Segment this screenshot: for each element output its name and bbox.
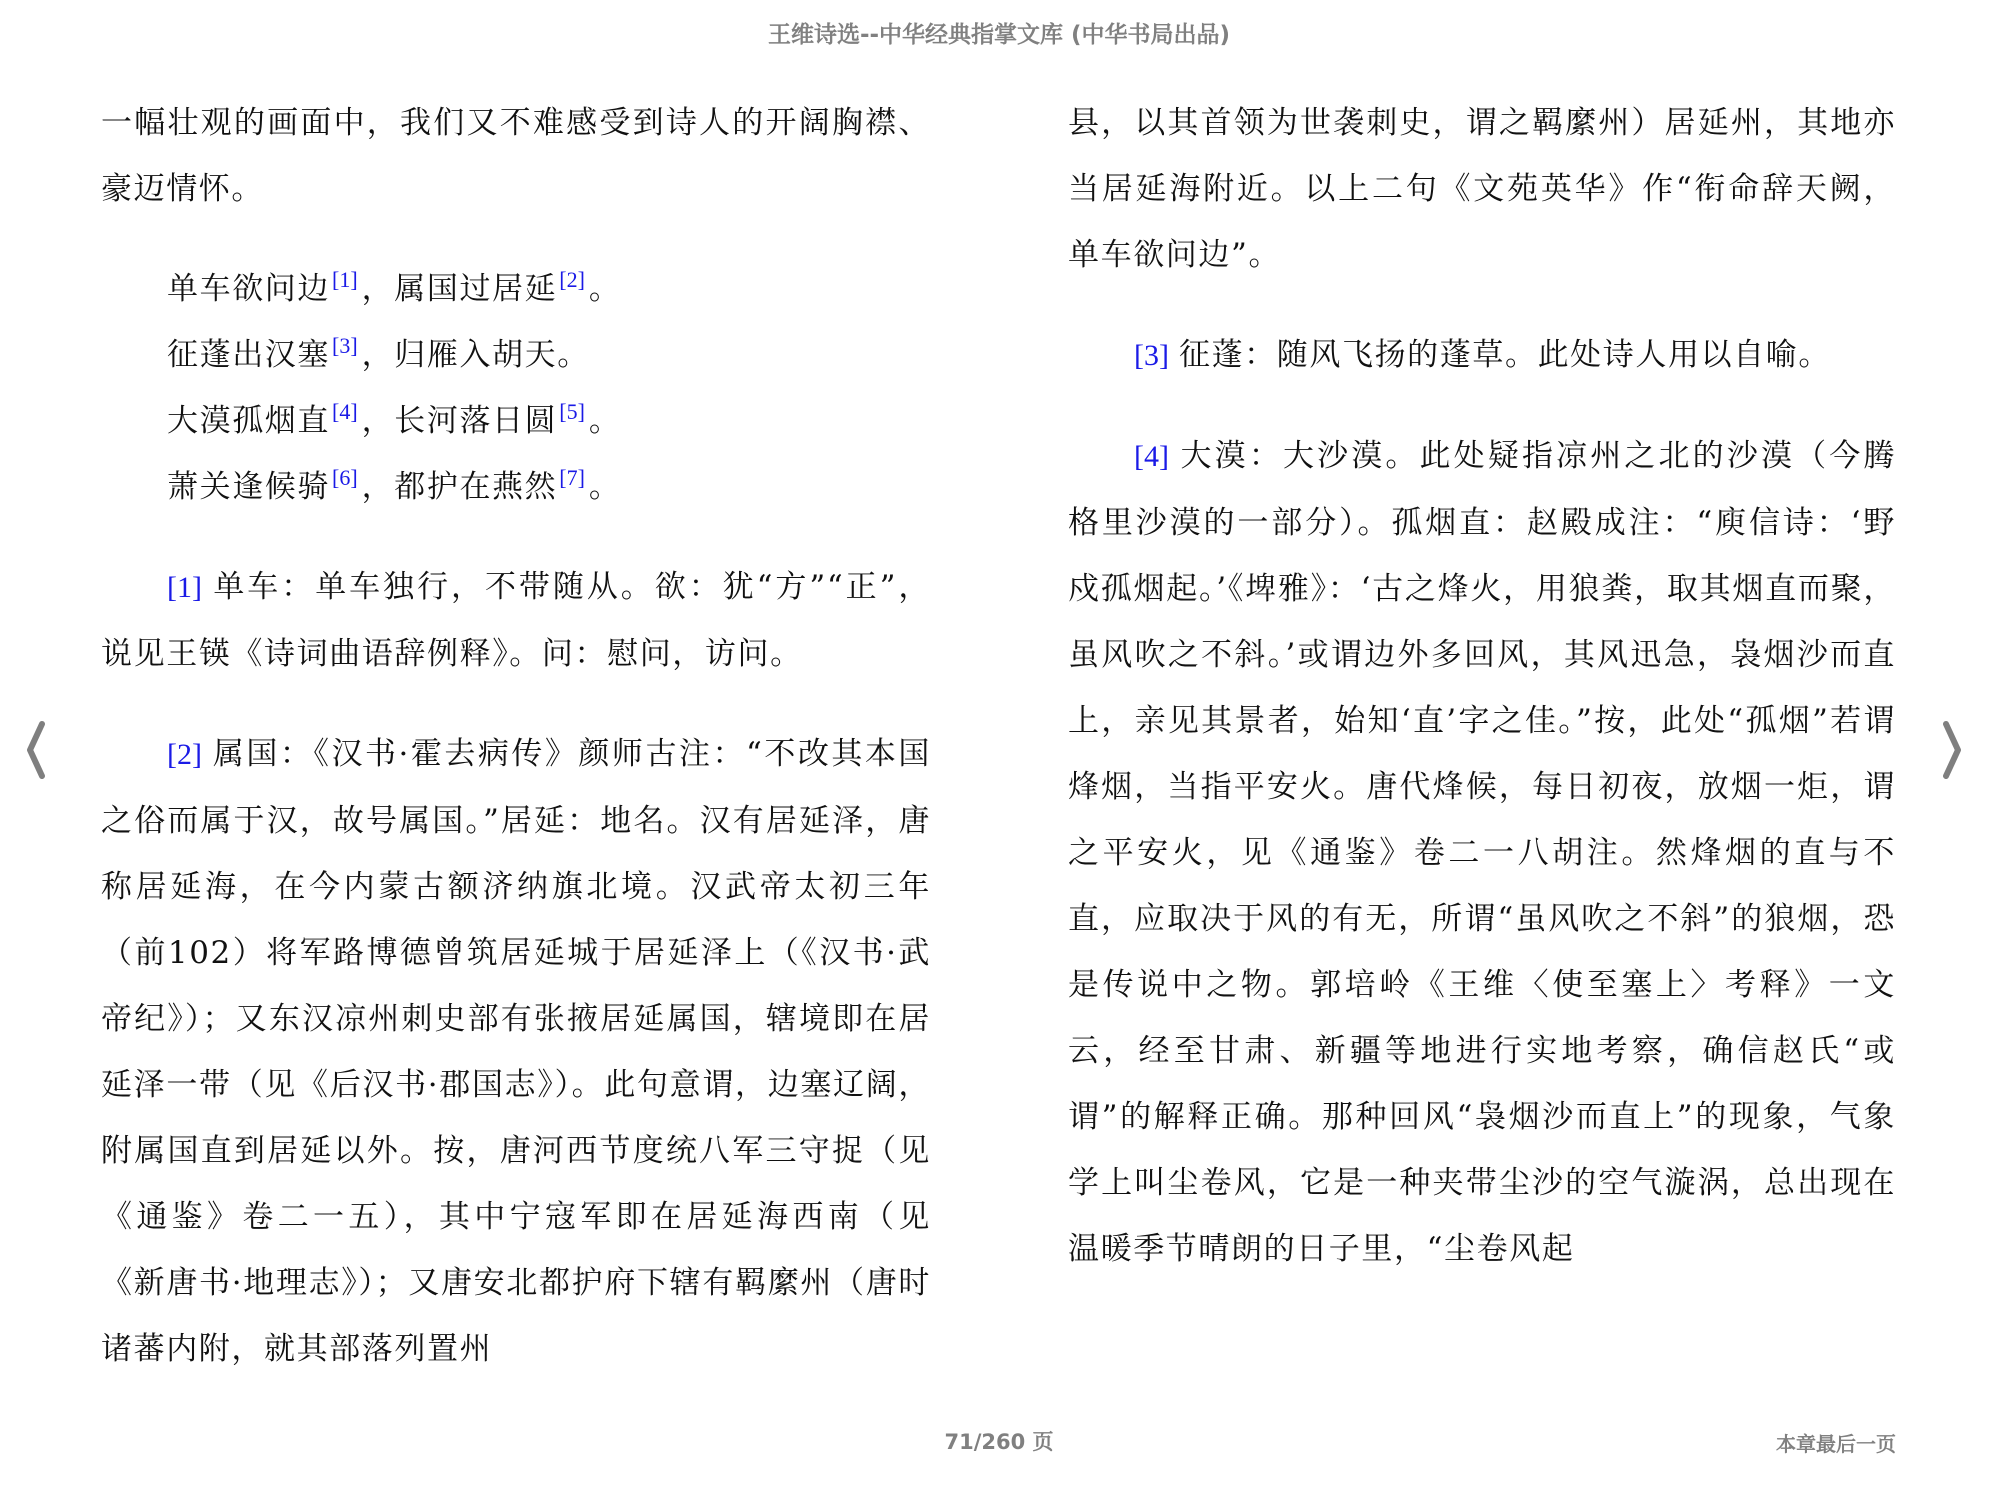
next-page-button[interactable] xyxy=(1934,718,1968,782)
poem-punct: 。 xyxy=(588,271,622,307)
poem-text: 征蓬出汉塞 xyxy=(167,337,330,373)
poem-text: ，归雁入胡天。 xyxy=(361,337,590,373)
footnote-1 xyxy=(101,554,931,687)
poem-line xyxy=(167,256,931,322)
book-title-header: 王维诗选--中华经典指掌文库 (中华书局出品) xyxy=(767,22,1231,48)
footnote-text: 单车：单车独行，不带随从。欲：犹“方”“正”，说见王锳《诗词曲语辞例释》。问：慰问，访问。 xyxy=(101,569,931,672)
previous-page-button[interactable] xyxy=(20,718,54,782)
footnote-link[interactable]: [7] xyxy=(559,465,585,490)
chapter-status: 本章最后一页 xyxy=(1776,1432,1896,1456)
right-page xyxy=(1068,90,1896,1282)
poem-block xyxy=(101,256,931,520)
poem-line xyxy=(167,388,931,454)
poem-text: 单车欲问边 xyxy=(167,271,330,307)
footnote-link[interactable]: [3] xyxy=(332,333,358,358)
footnote-link[interactable]: [5] xyxy=(559,399,585,424)
poem-punct: 。 xyxy=(588,403,622,439)
footnote-number[interactable]: [4] xyxy=(1134,440,1169,473)
footnote-2 xyxy=(101,721,931,1382)
intro-paragraph: 一幅壮观的画面中，我们又不难感受到诗人的开阔胸襟、豪迈情怀。 xyxy=(101,105,931,207)
page-indicator: 71/260 页 xyxy=(944,1430,1054,1454)
poem-text: ，长河落日圆 xyxy=(361,403,558,439)
footnote-text: 征蓬：随风飞扬的蓬草。此处诗人用以自喻。 xyxy=(1178,337,1831,373)
poem-text: ，属国过居延 xyxy=(361,271,558,307)
footnote-link[interactable]: [4] xyxy=(332,399,358,424)
footnote-3 xyxy=(1068,322,1896,389)
poem-line xyxy=(167,454,931,520)
footnote-2-continuation: 县，以其首领为世袭刺史，谓之羁縻州）居延州，其地亦当居延海附近。以上二句《文苑英华》作“衔命辞天阙，单车欲问边”。 xyxy=(1068,105,1896,273)
footnote-number[interactable]: [2] xyxy=(167,738,202,771)
poem-text: 萧关逢候骑 xyxy=(167,469,330,505)
chevron-left-icon xyxy=(20,718,54,782)
footnote-link[interactable]: [6] xyxy=(332,465,358,490)
poem-text: ，都护在燕然 xyxy=(361,469,558,505)
poem-punct: 。 xyxy=(588,469,622,505)
footnote-number[interactable]: [1] xyxy=(167,571,202,604)
left-page xyxy=(101,90,931,1382)
footnote-number[interactable]: [3] xyxy=(1134,339,1169,372)
footnote-link[interactable]: [2] xyxy=(559,267,585,292)
poem-text: 大漠孤烟直 xyxy=(167,403,330,439)
poem-line xyxy=(167,322,931,388)
footnote-link[interactable]: [1] xyxy=(332,267,358,292)
footnote-text: 大漠：大沙漠。此处疑指凉州之北的沙漠（今腾格里沙漠的一部分）。孤烟直：赵殿成注：“庾信诗：‘野戍孤烟起。’《埤雅》：‘古之烽火，用狼粪，取其烟直而聚，虽风吹之不斜。’或谓边外多回风，其风迅急，袅烟沙而直上，亲见其景者，始知‘直’字之佳。”按，此处“孤烟”若谓烽烟，当指平安火。唐代烽候，每日初夜，放烟一炬，谓之平安火，见《通鉴》卷二一八胡注。然烽烟的直与不直，应取决于风的有无，所谓“虽风吹之不斜”的狼烟，恐是传说中之物。郭培岭《王维〈使至塞上〉考释》一文云，经至甘肃、新疆等地进行实地考察，确信赵氏“或谓”的解释正确。那种回风“袅烟沙而直上”的现象，气象学上叫尘卷风，它是一种夹带尘沙的空气漩涡，总出现在温暖季节晴朗的日子里，“尘卷风起 xyxy=(1068,438,1896,1267)
footnote-4 xyxy=(1068,423,1896,1282)
footnote-text: 属国：《汉书·霍去病传》颜师古注：“不改其本国之俗而属于汉，故号属国。”居延：地名。汉有居延泽，唐称居延海，在今内蒙古额济纳旗北境。汉武帝太初三年（前102）将军路博德曾筑居延城于居延泽上（《汉书·武帝纪》）；又东汉凉州刺史部有张掖居延属国，辖境即在居延泽一带（见《后汉书·郡国志》）。此句意谓，边塞辽阔，附属国直到居延以外。按，唐河西节度统八军三守捉（见《通鉴》卷二一五），其中宁寇军即在居延海西南（见《新唐书·地理志》）；又唐安北都护府下辖有羁縻州（唐时诸蕃内附，就其部落列置州 xyxy=(101,736,931,1367)
chevron-right-icon xyxy=(1934,718,1968,782)
